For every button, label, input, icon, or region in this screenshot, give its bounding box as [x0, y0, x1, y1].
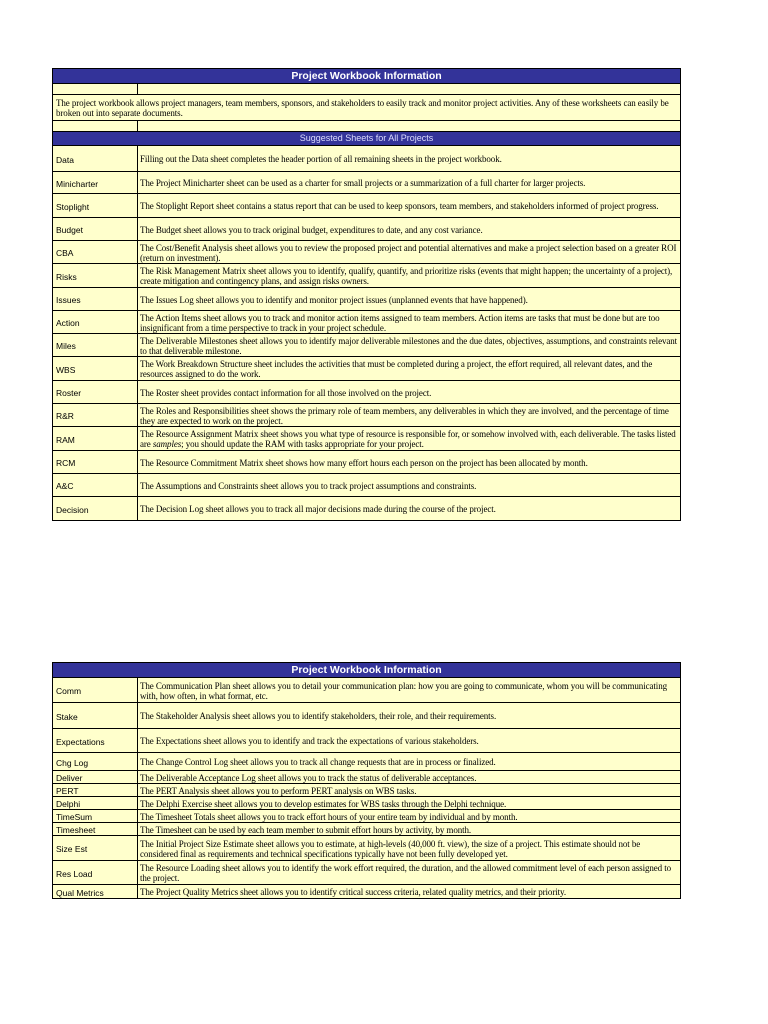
sheet-row — [53, 823, 681, 836]
sheet-description: The Action Items sheet allows you to track and monitor action items assigned to team members. Action items are tasks that must be done but are too insignificant from a time perspective to track in your project schedule. — [138, 311, 681, 334]
sheet-row — [53, 678, 681, 703]
sheet-name: Stake — [53, 703, 138, 729]
sheet-row — [53, 357, 681, 381]
sheet-name: Budget — [53, 218, 138, 241]
sheet-description: The Decision Log sheet allows you to track all major decisions made during the course of the project. — [138, 497, 681, 521]
sheet-description: The Roster sheet provides contact information for all those involved on the project. — [138, 381, 681, 404]
sheet-row — [53, 771, 681, 784]
sheet-description: The Issues Log sheet allows you to identify and monitor project issues (unplanned events that have happened). — [138, 288, 681, 311]
sheet-description: The Timesheet can be used by each team member to submit effort hours by activity, by month. — [138, 823, 681, 836]
sheet-description: The Deliverable Acceptance Log sheet allows you to track the status of deliverable acceptances. — [138, 771, 681, 784]
sheet-description: The Assumptions and Constraints sheet allows you to track project assumptions and constraints. — [138, 474, 681, 497]
empty-cell — [138, 121, 681, 132]
section-title: Suggested Sheets for All Projects — [53, 132, 681, 146]
sheet-name: Deliver — [53, 771, 138, 784]
sheet-row — [53, 474, 681, 497]
sheet-description: The Cost/Benefit Analysis sheet allows you to review the proposed project and potential alternatives and make a project selection based on a greater ROI (return on investment). — [138, 241, 681, 264]
table-title: Project Workbook Information — [53, 69, 681, 84]
sheet-row — [53, 194, 681, 218]
sheet-name: Issues — [53, 288, 138, 311]
sheet-description: The Deliverable Milestones sheet allows you to identify major deliverable milestones and the due dates, objectives, assumptions, and constraints relevant to that deliverable milestone. — [138, 334, 681, 357]
table-title: Project Workbook Information — [53, 663, 681, 678]
sheet-name: Timesheet — [53, 823, 138, 836]
sheet-row — [53, 218, 681, 241]
sheet-name: Size Est — [53, 836, 138, 861]
sheet-name: Expectations — [53, 729, 138, 753]
sheet-row — [53, 311, 681, 334]
sheet-description: The PERT Analysis sheet allows you to perform PERT analysis on WBS tasks. — [138, 784, 681, 797]
sheet-name: Minicharter — [53, 172, 138, 194]
sheet-name: Chg Log — [53, 753, 138, 771]
sheet-row — [53, 861, 681, 885]
sheet-description: The Stakeholder Analysis sheet allows you to identify stakeholders, their role, and their requirements. — [138, 703, 681, 729]
sheet-description: The Resource Commitment Matrix sheet shows how many effort hours each person on the project has been allocated by month. — [138, 451, 681, 474]
sheet-description: The Project Quality Metrics sheet allows you to identify critical success criteria, related quality metrics, and their priority. — [138, 885, 681, 899]
table-header-row — [53, 69, 681, 84]
sheet-name: Risks — [53, 264, 138, 288]
sheet-row — [53, 404, 681, 427]
sheet-name: A&C — [53, 474, 138, 497]
sheet-row — [53, 784, 681, 797]
sheet-name: Res Load — [53, 861, 138, 885]
sheet-row — [53, 334, 681, 357]
description-text: The Resource Assignment Matrix sheet shows you what type of resource is responsible for, or somehow involved with, each deliverable. The tasks listed are — [140, 429, 676, 449]
sheet-description: The Initial Project Size Estimate sheet allows you to estimate, at high-levels (40,000 ft. view), the size of a project. This estimate should not be considered final as requirements and technical specifications typically have not been fully developed yet. — [138, 836, 681, 861]
sheet-description: The Timesheet Totals sheet allows you to track effort hours of your entire team by individual and by month. — [138, 810, 681, 823]
sheet-name: Roster — [53, 381, 138, 404]
workbook-info-table-extra — [52, 662, 681, 899]
sheet-name: Comm — [53, 678, 138, 703]
workbook-info-table — [52, 68, 681, 521]
sheet-name: RAM — [53, 427, 138, 451]
sheet-row — [53, 451, 681, 474]
empty-cell — [53, 84, 138, 95]
empty-cell — [138, 84, 681, 95]
empty-row — [53, 121, 681, 132]
sheet-description: The Risk Management Matrix sheet allows you to identify, qualify, quantify, and prioritize risks (events that might happen; the uncertainty of a project), create mitigation and contingency plans, and assign risks owners. — [138, 264, 681, 288]
intro-text: The project workbook allows project managers, team members, sponsors, and stakeholders to easily track and monitor project activities. Any of these worksheets can easily be broken out into separate documents. — [53, 95, 681, 121]
sheet-name: Miles — [53, 334, 138, 357]
sheet-name: Qual Metrics — [53, 885, 138, 899]
sheet-row — [53, 753, 681, 771]
sheet-description: The Delphi Exercise sheet allows you to develop estimates for WBS tasks through the Delphi technique. — [138, 797, 681, 810]
sheet-name: PERT — [53, 784, 138, 797]
sheet-row — [53, 703, 681, 729]
section-header-row — [53, 132, 681, 146]
sheet-description: The Work Breakdown Structure sheet includes the activities that must be completed during a project, the effort required, all relevant dates, and the resources assigned to do the work. — [138, 357, 681, 381]
sheet-row — [53, 797, 681, 810]
sheet-name: Data — [53, 146, 138, 172]
sheet-row — [53, 146, 681, 172]
sheet-row — [53, 497, 681, 521]
sheet-row — [53, 172, 681, 194]
sheet-description — [138, 427, 681, 451]
sheet-row — [53, 427, 681, 451]
sheet-name: CBA — [53, 241, 138, 264]
sheet-name: Delphi — [53, 797, 138, 810]
sheet-description: The Resource Loading sheet allows you to identify the work effort required, the duration, and the allowed commitment level of each person assigned to the project. — [138, 861, 681, 885]
sheet-row — [53, 729, 681, 753]
sheet-description: The Change Control Log sheet allows you to track all change requests that are in process or finalized. — [138, 753, 681, 771]
sheet-description: The Roles and Responsibilities sheet shows the primary role of team members, any deliverables in which they are involved, and the percentage of time they are expected to work on the project. — [138, 404, 681, 427]
table-header-row — [53, 663, 681, 678]
sheet-description: The Project Minicharter sheet can be used as a charter for small projects or a summarization of a full charter for larger projects. — [138, 172, 681, 194]
sheet-description: The Budget sheet allows you to track original budget, expenditures to date, and any cost variance. — [138, 218, 681, 241]
sheet-row — [53, 288, 681, 311]
sheet-description: The Communication Plan sheet allows you to detail your communication plan: how you are going to communicate, whom you will be communicating with, how often, in what format, etc. — [138, 678, 681, 703]
sheet-name: Stoplight — [53, 194, 138, 218]
description-text: ; you should update the RAM with tasks appropriate for your project. — [181, 439, 424, 449]
intro-row — [53, 95, 681, 121]
sheet-name: RCM — [53, 451, 138, 474]
emphasis-text: samples — [152, 439, 182, 449]
sheet-row — [53, 836, 681, 861]
sheet-row — [53, 381, 681, 404]
empty-cell — [53, 121, 138, 132]
empty-row — [53, 84, 681, 95]
sheet-row — [53, 810, 681, 823]
sheet-description: The Expectations sheet allows you to identify and track the expectations of various stakeholders. — [138, 729, 681, 753]
sheet-name: WBS — [53, 357, 138, 381]
sheet-description: Filling out the Data sheet completes the header portion of all remaining sheets in the project workbook. — [138, 146, 681, 172]
sheet-row — [53, 264, 681, 288]
sheet-name: Action — [53, 311, 138, 334]
sheet-name: Decision — [53, 497, 138, 521]
sheet-name: R&R — [53, 404, 138, 427]
sheet-description: The Stoplight Report sheet contains a status report that can be used to keep sponsors, team members, and stakeholders informed of project progress. — [138, 194, 681, 218]
sheet-row — [53, 885, 681, 899]
sheet-name: TimeSum — [53, 810, 138, 823]
sheet-row — [53, 241, 681, 264]
